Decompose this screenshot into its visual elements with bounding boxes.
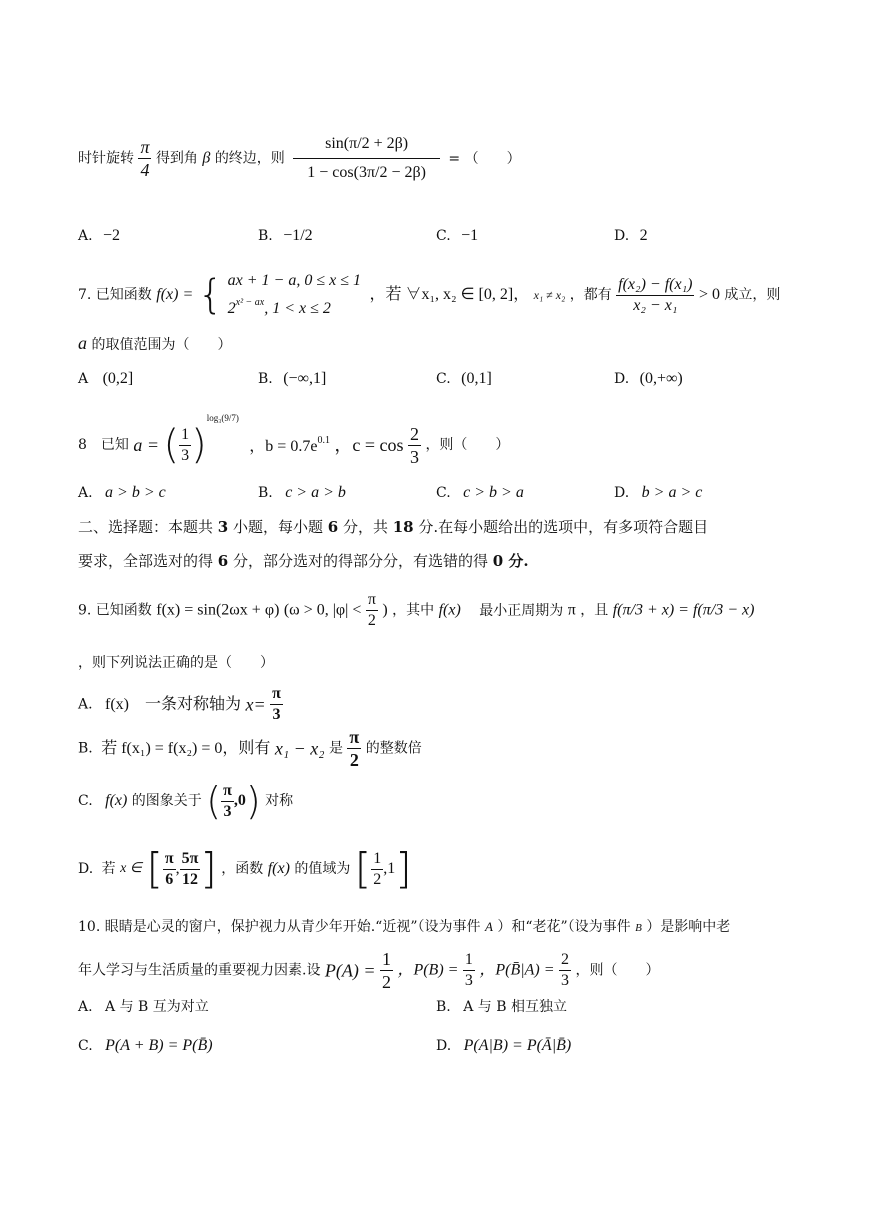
q6-stem — [78, 132, 521, 192]
q7-option-b[interactable]: B. (−∞,1] — [258, 370, 327, 387]
q6-option-d[interactable]: D. 2 — [614, 227, 648, 244]
q7-ineq-fraction: $\frac{\text{f(x₂) − f(x₁)}}{\text{x₂ − x₁}}$ — [618, 275, 693, 314]
q8-lead: 8 已知 — [78, 437, 129, 453]
q7-cond2: x₁ ≠ x₂ — [533, 288, 566, 302]
q6-eq: = （ ） — [448, 150, 521, 167]
q7-option-d[interactable]: D. (0,+∞) — [614, 370, 683, 387]
q7-case2: $2^{x^2 - ax}$, 1 < x ≤ 2 — [227, 297, 331, 317]
q7-option-a[interactable]: A (0,2] — [78, 370, 134, 387]
q7-cases — [228, 270, 361, 320]
q9-cond: (ω > 0, |φ| < — [283, 601, 362, 619]
q10-option-c[interactable]: C. P(A + B) = P(B̄) — [78, 1037, 213, 1054]
q9-d-lbracket: [ — [146, 844, 163, 893]
q9-line2: ，则下列说法正确的是（ ） — [78, 655, 274, 671]
q9-stem: 9. 已知函数 f(x) = sin(2ωx + φ) (ω > 0, |φ| < $\frac{\pi}{2}$ ) ，其中 f(x) 最小正周期为 π ，且 f(π/3 + x) = f(π/3 − x) — [78, 591, 755, 629]
q9-lead: 9. 已知函数 — [78, 602, 152, 619]
q7-ineq-tail: > 0 — [698, 286, 720, 303]
q6-main-fraction: $\frac{\sin(\pi/2 + 2\beta)}{1 - \cos(3\pi/2 - 2\beta)}$ — [293, 132, 440, 185]
q7-fx: f(x) = — [156, 286, 194, 303]
q9-d-rbracket: ] — [200, 844, 217, 893]
q9-d-frac3: $\frac{1}{2}$ — [373, 849, 382, 888]
q7-cond3: ，都有 — [569, 287, 612, 303]
q8-a-eq: a = — [133, 435, 160, 455]
q10-pba-frac: $\frac{2}{3}$ — [561, 951, 569, 989]
q9-option-a[interactable]: A. f(x) 一条对称轴为 x= $\frac{\pi}{3}$ — [78, 685, 281, 723]
q8-c: ，c = cos — [334, 435, 404, 455]
q9-option-d[interactable]: D. 若 x ∈ [ $\frac{\pi}{6}$ , $\frac{5\pi}{12}$ ] ，函数 f(x) 的值域为 [ $\frac{1}{2}$ ,1] — [78, 844, 412, 893]
q6-option-a[interactable]: A. −2 — [78, 227, 121, 244]
q9-fx: f(x) = sin(2ωx + φ) — [156, 601, 280, 619]
q8-lparen: ( — [163, 422, 180, 468]
q7-lead: 7. 已知函数 — [78, 287, 152, 303]
q8-c-frac: $\frac{2}{3}$ — [409, 423, 419, 467]
q9-cond-frac: $\frac{\pi}{2}$ — [367, 591, 376, 629]
q7-line2: a 的取值范围为（ ） — [78, 333, 232, 353]
q9-option-c[interactable]: C. f(x) 的图象关于 ( $\frac{\pi}{3}$ ,0) 对称 — [78, 779, 294, 823]
q6-suffix: 的终边，则 — [214, 150, 285, 167]
q9-b-frac: $\frac{\pi}{2}$ — [349, 727, 360, 770]
q6-pi-over-4: $\frac{\pi}{4}$ — [140, 137, 150, 180]
q9-d-frac1: $\frac{\pi}{6}$ — [164, 849, 174, 888]
q10-option-d[interactable]: D. P(A|B) = P(Ā|B̄) — [436, 1037, 572, 1054]
q6-option-b[interactable]: B. −1/2 — [258, 227, 313, 244]
q7-stem — [78, 270, 780, 316]
q8-exp: log₃(9/7) — [206, 413, 239, 423]
q7-option-c[interactable]: C. (0,1] — [436, 370, 492, 387]
q9-c-frac: $\frac{\pi}{3}$ — [223, 781, 232, 820]
q8-b: ，$b = 0.7e^{0.1}$ — [249, 434, 330, 455]
q9-d-frac2: $\frac{5\pi}{12}$ — [181, 849, 199, 888]
q10-option-a[interactable]: A. A 与 B 互为对立 — [78, 999, 209, 1015]
q8-rparen: ) — [191, 422, 207, 468]
q7-tail: 成立，则 — [724, 287, 781, 303]
q6-option-c[interactable]: C. −1 — [436, 227, 479, 244]
q10-pa-frac: $\frac{1}{2}$ — [381, 949, 391, 992]
q7-case1: ax + 1 − a, 0 ≤ x ≤ 1 — [227, 272, 361, 289]
q9-c-rparen: ) — [245, 779, 261, 823]
q10-line2: 年人学习与生活质量的重要视力因素.设 P(A) = $\frac{1}{2}$ ，P(B) = $\frac{1}{3}$ ，P(B̄|A) = $\frac{2}{3}$ ，则（ ） — [78, 949, 660, 992]
q7-brace: { — [197, 272, 224, 318]
q9-option-b[interactable]: B. 若 f(x₁) = f(x₂) = 0，则有 x₁ − x₂ 是 $\frac{\pi}{2}$ 的整数倍 — [78, 727, 422, 770]
q9-d-lbracket2: [ — [354, 844, 372, 893]
q8-option-c[interactable]: C. c > b > a — [436, 484, 524, 501]
q9-a-frac: $\frac{\pi}{3}$ — [272, 685, 281, 723]
q8-tail: ，则（ ） — [425, 437, 510, 453]
q10-line1: 10. 眼睛是心灵的窗户，保护视力从青少年开始.“近视”（设为事件 A ）和“老花”（设为事件 B ）是影响中老 — [78, 919, 731, 935]
section2-line1: 二、选择题：本题共 3 小题，每小题 6 分，共 18 分.在每小题给出的选项中，有多项符合题目 — [78, 518, 709, 536]
q9-d-rbracket2: ] — [395, 844, 412, 893]
q10-option-b[interactable]: B. A 与 B 相互独立 — [436, 999, 567, 1015]
q8-option-b[interactable]: B. c > a > b — [258, 484, 346, 501]
q8-option-d[interactable]: D. b > a > c — [614, 484, 703, 501]
q7-cond1: ，若 ∀x₁, x₂ ∈ [0, 2]， — [369, 286, 530, 303]
q6-prefix: 时针旋转 — [78, 150, 134, 167]
q6-mid: 得到角 — [155, 150, 198, 167]
q9-c-lparen: ( — [206, 779, 222, 823]
q8-base: $\frac{1}{3}$ — [181, 425, 190, 464]
q8-option-a[interactable]: A. a > b > c — [78, 484, 166, 501]
q10-pb-frac: $\frac{1}{3}$ — [464, 951, 473, 989]
section2-line2: 要求，全部选对的得 6 分，部分选对的得部分分，有选错的得 0 分. — [78, 552, 529, 570]
q9-d-comma: , — [175, 860, 180, 877]
q8-stem — [78, 414, 509, 468]
q6-beta: β — [202, 149, 211, 167]
